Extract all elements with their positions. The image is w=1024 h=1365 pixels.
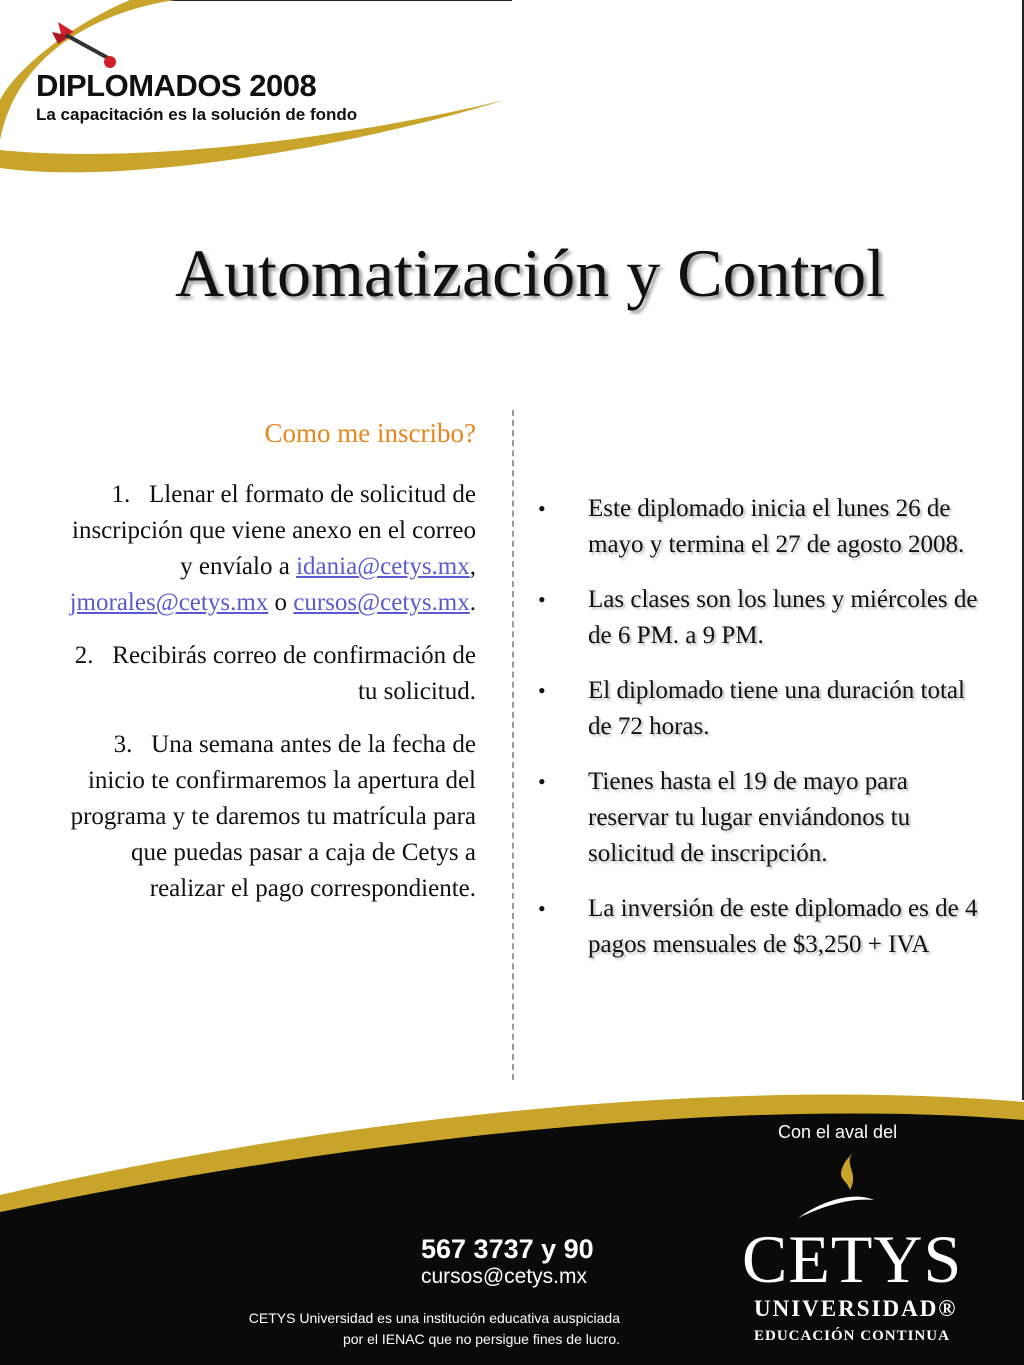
enrollment-heading: Como me inscribo? [264, 418, 476, 448]
step-3-text: Una semana antes de la fecha de inicio te confirmaremos la apertura del programa y te daremos tu matrícula para que puedas pasar a caja de Cetys a realizar el pago correspondiente. [70, 731, 476, 902]
list-item [538, 764, 988, 872]
step-3-number: 3. [113, 731, 133, 758]
division-label: EDUCACIÓN CONTINUA [754, 1328, 950, 1344]
detail-price: La inversión de este diplomado es de 4 pagos mensuales de $3,250 + IVA [588, 895, 978, 958]
detail-deadline: Tienes hasta el 19 de mayo para reservar tu lugar enviándonos tu solicitud de inscripción. [588, 768, 911, 867]
contact-email: cursos@cetys.mx [421, 1265, 588, 1288]
details-list [538, 491, 988, 982]
list-item [538, 891, 988, 963]
enrollment-step-1: 1. Llenar el formato de solicitud de inscripción que viene anexo en el correo y envíalo a idania@cetys.mx, jmorales@cetys.mx o cursos@cetys.mx. [69, 481, 476, 616]
list-item [538, 491, 988, 563]
email-link-idania[interactable]: idania@cetys.mx [296, 553, 470, 580]
column-divider [512, 410, 514, 1080]
enrollment-section [60, 413, 476, 924]
university-logo-word: CETYS [742, 1221, 963, 1297]
detail-dates: Este diplomado inicia el lunes 26 de mayo y termina el 27 de agosto 2008. [588, 495, 965, 558]
brand-subtitle: La capacitación es la solución de fondo [36, 105, 358, 124]
brand-title: DIPLOMADOS 2008 [36, 68, 317, 103]
list-item [538, 673, 988, 745]
bullet-icon: • [538, 896, 546, 921]
bullet-icon: • [538, 769, 546, 794]
step-1-connector: o [274, 589, 288, 616]
university-logo-sub: UNIVERSIDAD® [754, 1296, 958, 1321]
bullet-icon: • [538, 496, 546, 521]
page-title: Automatización y Control [174, 235, 886, 311]
step-2-number: 2. [74, 642, 94, 669]
brand-block [36, 70, 357, 125]
step-2-text: Recibirás correo de confirmación de tu solicitud. [112, 642, 476, 705]
bullet-icon: • [538, 678, 546, 703]
bullet-icon: • [538, 587, 546, 612]
footer-disclaimer: CETYS Universidad es una institución educativa auspiciada por el IENAC que no persigue fines de lucro. [248, 1310, 620, 1347]
enrollment-step-3 [60, 727, 476, 907]
step-1-text: Llenar el formato de solicitud de inscripción que viene anexo en el correo y envíalo a [72, 481, 476, 580]
detail-schedule: Las clases son los lunes y miércoles de de 6 PM. a 9 PM. [588, 586, 978, 649]
detail-duration: El diplomado tiene una duración total de 72 horas. [588, 677, 965, 740]
contact-phone: 567 3737 y 90 [421, 1234, 594, 1264]
enrollment-step-2 [60, 638, 476, 710]
step-1-number: 1. [111, 481, 131, 508]
endorsement-text: Con el aval del [778, 1122, 898, 1142]
email-link-cursos[interactable]: cursos@cetys.mx [293, 589, 470, 616]
list-item [538, 582, 988, 654]
flame-logo-icon [796, 1150, 876, 1225]
email-link-jmorales[interactable]: jmorales@cetys.mx [69, 589, 269, 616]
